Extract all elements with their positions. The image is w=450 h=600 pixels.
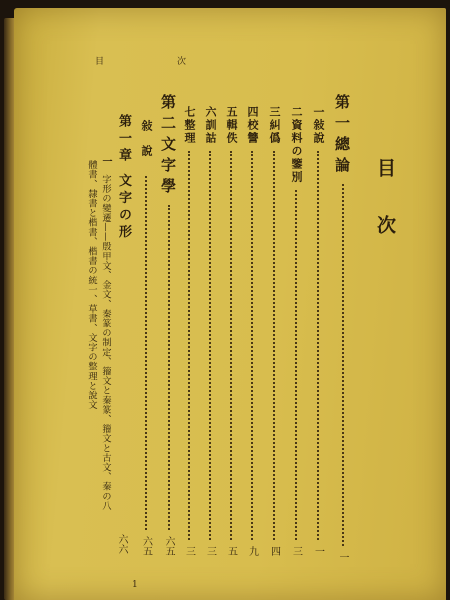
dot-leader: [188, 151, 190, 540]
toc-item: 三糾僞 四: [268, 106, 281, 556]
running-header-right: 次: [175, 56, 185, 65]
chapter-item-line1: 一字形の變遷——殷甲文、金文、秦篆の制定、籀文と秦篆、籀文と古文、秦の八: [100, 156, 111, 511]
dot-leader: [295, 190, 297, 540]
dot-leader: [145, 176, 147, 530]
chapter-heading: 第一章 文字の形: [116, 114, 131, 242]
page-title: 目次: [374, 158, 396, 272]
toc-item: 二資料の鑒別 三: [290, 106, 303, 556]
toc-item: 四校讐 九: [246, 106, 259, 556]
part2-intro: 敍說 六五: [140, 120, 153, 556]
dot-leader: [230, 151, 232, 540]
toc-item: 六訓詁 三: [204, 106, 217, 556]
toc-item: 七整理 三: [183, 106, 196, 556]
part2-heading: 第二文字學 六五: [159, 94, 177, 556]
part1-heading: [332, 94, 353, 562]
folio-number: 1: [132, 580, 138, 590]
chapter-item-page: 六六: [116, 534, 127, 555]
dot-leader: [168, 205, 170, 530]
item-number: 一: [100, 156, 111, 167]
page-number: 一: [337, 552, 348, 562]
dot-leader: [251, 151, 253, 540]
dot-leader: [317, 151, 319, 540]
part1-heading-label: 第一總論: [333, 94, 351, 178]
running-header-left: 目: [93, 56, 103, 65]
chapter-item-line2: 體書、隸書と楷書、楷書の統一、草書、文字の整理と說文: [86, 160, 97, 410]
toc-item: 一敍說 一: [312, 106, 325, 556]
dot-leader: [209, 151, 211, 540]
dot-leader: [342, 184, 344, 546]
dot-leader: [273, 151, 275, 540]
book-page: [14, 8, 446, 600]
toc-item: 五輯佚 五: [225, 106, 238, 556]
part2-heading-label: 第二文字學: [159, 94, 177, 199]
